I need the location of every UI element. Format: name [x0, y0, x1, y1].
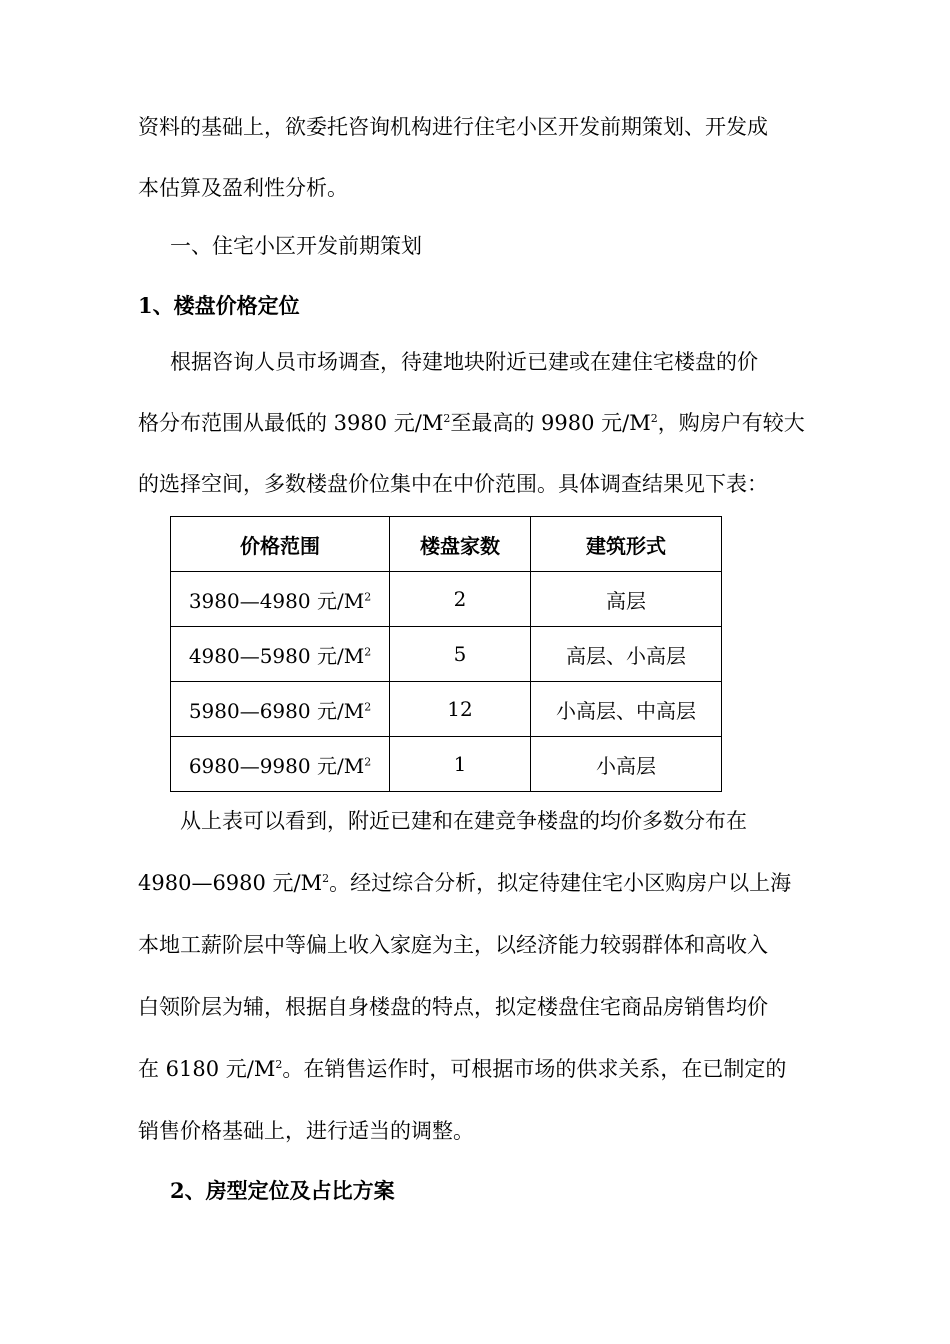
table-cell-range: 5980—6980 元$/M^2$ [171, 682, 390, 737]
table-row [171, 737, 722, 792]
analysis-line-3: 本地工薪阶层中等偏上收入家庭为主，以经济能力较弱群体和高收入 [138, 933, 768, 957]
table-cell-form: 小高层、中高层 [531, 682, 722, 737]
table-cell-count: 2 [390, 572, 531, 627]
analysis-line-4: 白领阶层为辅，根据自身楼盘的特点，拟定楼盘住宅商品房销售均价 [138, 995, 768, 1019]
table-cell-form: 小高层 [531, 737, 722, 792]
table-header-cell: 价格范围 [171, 517, 390, 572]
section-heading: 一、住宅小区开发前期策划 [170, 234, 422, 258]
analysis-line-1: 从上表可以看到，附近已建和在建竞争楼盘的均价多数分布在 [180, 809, 747, 833]
table-header-cell: 建筑形式 [531, 517, 722, 572]
survey-line-2: 格分布范围从最低的 3980 元$/M^2$至最高的 9980 元$/M^2$，购房户有较大 [138, 411, 805, 435]
table-cell-range: 4980—5980 元$/M^2$ [171, 627, 390, 682]
table-header-row [171, 517, 722, 572]
intro-line-2: 本估算及盈利性分析。 [138, 176, 348, 200]
table-cell-form: 高层、小高层 [531, 627, 722, 682]
table-cell-count: 1 [390, 737, 531, 792]
table-cell-count: 5 [390, 627, 531, 682]
price-table [170, 516, 722, 792]
analysis-line-5: 在 6180 元$/M^2$。在销售运作时，可根据市场的供求关系，在已制定的 [138, 1057, 787, 1081]
table-cell-range: 6980—9980 元$/M^2$ [171, 737, 390, 792]
table-row [171, 572, 722, 627]
intro-line-1: 资料的基础上，欲委托咨询机构进行住宅小区开发前期策划、开发成 [138, 115, 768, 139]
survey-line-3: 的选择空间，多数楼盘价位集中在中价范围。具体调查结果见下表： [138, 472, 768, 496]
table-cell-count: 12 [390, 682, 531, 737]
subsection-heading-unit-type: 2、房型定位及占比方案 [170, 1178, 395, 1203]
table-header-cell: 楼盘家数 [390, 517, 531, 572]
table-row [171, 682, 722, 737]
table-row [171, 627, 722, 682]
analysis-line-2: 4980—6980 元$/M^2$。经过综合分析，拟定待建住宅小区购房户以上海 [138, 871, 792, 895]
table-cell-form: 高层 [531, 572, 722, 627]
subsection-heading-price: 1、楼盘价格定位 [138, 293, 300, 318]
table-cell-range: 3980—4980 元$/M^2$ [171, 572, 390, 627]
survey-line-1: 根据咨询人员市场调查，待建地块附近已建或在建住宅楼盘的价 [170, 350, 758, 374]
analysis-line-6: 销售价格基础上，进行适当的调整。 [138, 1119, 474, 1143]
